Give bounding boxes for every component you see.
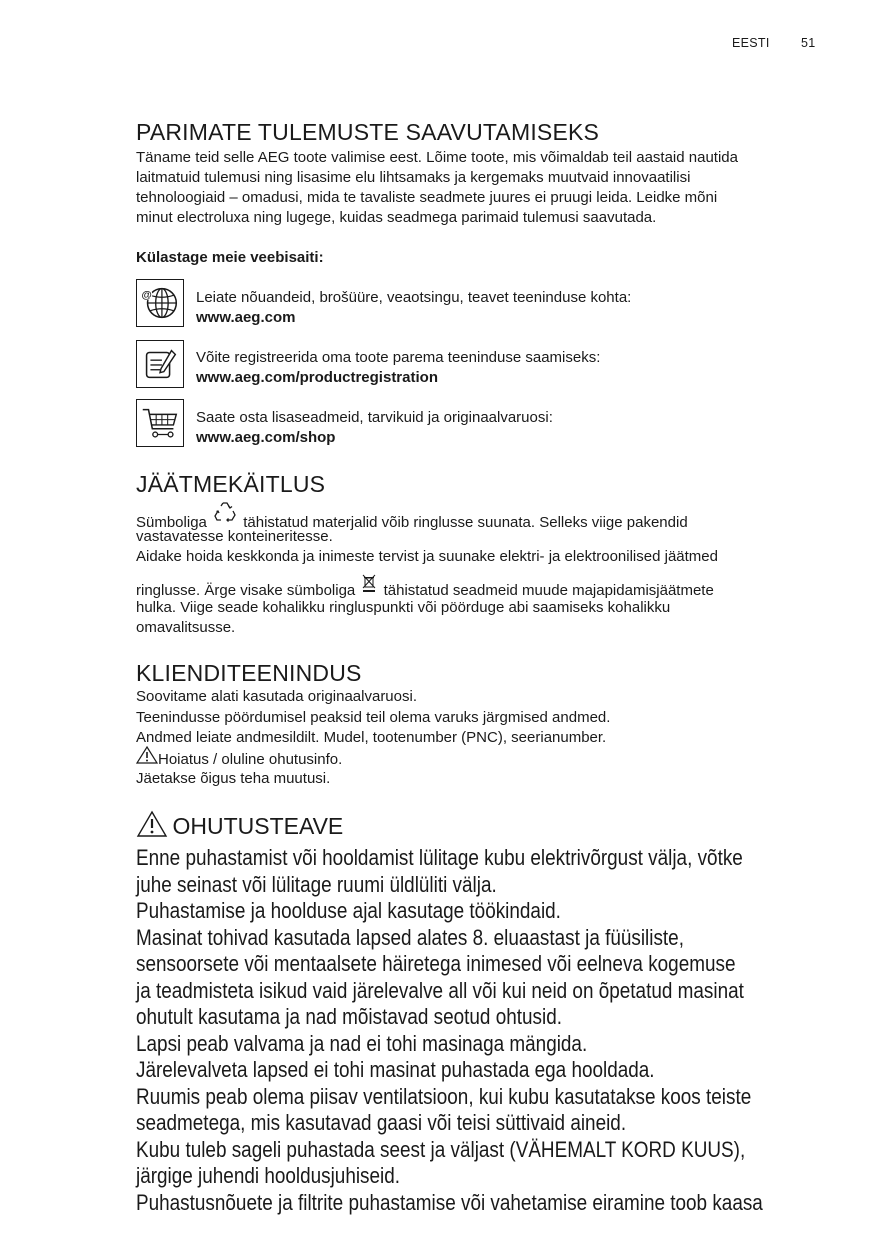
waste-line-2: vastavatesse konteineritesse. <box>136 528 333 545</box>
shopping-cart-icon <box>136 399 184 447</box>
service-line-3: Andmed leiate andmesildilt. Mudel, tootenumber (PNC), seerianumber. <box>136 729 607 746</box>
waste-line-4-b: tähistatud seadmeid muude majapidamisjäätmete <box>383 581 714 599</box>
safety-line: juhe seinast või lülitage ruumi üldlüliti välja. <box>136 871 497 897</box>
safety-line: Kubu tuleb sageli puhastada seest ja väljast (VÄHEMALT KORD KUUS), <box>136 1136 746 1162</box>
page-number: 51 <box>801 36 816 50</box>
safety-line: järgige juhendi hooldusjuhiseid. <box>136 1163 401 1188</box>
waste-line-1-a: Sümboliga <box>136 513 207 531</box>
safety-heading <box>136 813 343 846</box>
safety-line: ohutult kasutama ja nad mõistavad seotud ohtusid. <box>136 1004 562 1029</box>
safety-line: Ruumis peab olema piisav ventilatsioon, kui kubu kasutatakse koos teiste <box>136 1083 752 1109</box>
intro-line-3: tehnoloogiaid – omadusi, mida te tavaliste seadmete juures ei pruugi leida. Leidke mõni <box>136 189 718 206</box>
link-row-shop <box>196 408 553 448</box>
intro-line-2: laitmatuid tulemusi ning lisasime elu lihtsamaks ja kergemaks muutvaid innovaatilisi <box>136 169 691 186</box>
safety-text <box>136 845 763 1216</box>
visit-label: Külastage meie veebisaiti: <box>136 249 324 266</box>
waste-line-1-b: tähistatud materjalid võib ringlusse suunata. Selleks viige pakendid <box>243 513 688 531</box>
service-line-5: Jäetakse õigus teha muutusi. <box>136 770 331 787</box>
service-line-1: Soovitame alati kasutada originaalvaruosi. <box>136 688 417 705</box>
safety-line: Puhastusnõuete ja filtrite puhastamise või vahetamise eiramine toob kaasa <box>136 1189 763 1215</box>
link-description: Võite registreerida oma toote parema teeninduse saamiseks: <box>196 349 601 366</box>
section-title-best-results: PARIMATE TULEMUSTE SAAVUTAMISEKS <box>136 119 600 145</box>
link-product-registration[interactable]: www.aeg.com/productregistration <box>196 369 438 386</box>
safety-line: sensoorsete või mentaalsete häiretega inimesed või eelneva kogemuse <box>136 951 736 976</box>
safety-line: Lapsi peab valvama ja nad ei tohi masinaga mängida. <box>136 1030 588 1056</box>
warning-icon <box>136 810 168 843</box>
service-line-4-text: Hoiatus / oluline ohutusinfo. <box>158 750 343 768</box>
link-aeg-shop[interactable]: www.aeg.com/shop <box>196 429 336 446</box>
waste-line-5: hulka. Viige seade kohalikku ringluspunkti või pöörduge abi saamiseks kohalikku <box>136 599 671 616</box>
safety-line: seadmetega, mis kasutavad gaasi või teisi süttivaid aineid. <box>136 1110 627 1135</box>
safety-line: Masinat tohivad kasutada lapsed alates 8. eluaastast ja füüsiliste, <box>136 924 684 950</box>
waste-line-6: omavalitsusse. <box>136 619 236 636</box>
section-title-safety: OHUTUSTEAVE <box>172 813 344 839</box>
link-description: Saate osta lisaseadmeid, tarvikuid ja originaalvaruosi: <box>196 409 553 426</box>
section-title-service: KLIENDITEENINDUS <box>136 660 362 686</box>
waste-line-4-a: ringlusse. Ärge visake sümboliga <box>136 581 356 599</box>
intro-line-1: Täname teid selle AEG toote valimise eest. Lõime toote, mis võimaldab teil aastaid nautida <box>136 149 738 166</box>
intro-line-4: minut electroluxa ning lugege, kuidas seadmega parimaid tulemusi saavutada. <box>136 209 657 226</box>
service-line-2: Teenindusse pöördumisel peaksid teil olema varuks järgmised andmed. <box>136 709 611 726</box>
warning-icon <box>136 746 158 770</box>
svg-text:@: @ <box>141 289 152 302</box>
safety-line: Järelevalveta lapsed ei tohi masinat puhastada ega hooldada. <box>136 1057 655 1082</box>
recycle-icon <box>213 500 237 530</box>
crossed-bin-icon <box>361 573 377 599</box>
link-description: Leiate nõuandeid, brošüüre, veaotsingu, teavet teeninduse kohta: <box>196 289 632 306</box>
waste-line-3: Aidake hoida keskkonda ja inimeste tervist ja suunake elektri- ja elektroonilised jäätmed <box>136 548 718 565</box>
link-aeg-com[interactable]: www.aeg.com <box>196 309 296 326</box>
registration-notepad-icon <box>136 340 184 388</box>
header-language: EESTI <box>732 36 770 50</box>
safety-line: Puhastamise ja hoolduse ajal kasutage töökindaid. <box>136 898 561 923</box>
safety-line: Enne puhastamist või hooldamist lülitage kubu elektrivõrgust välja, võtke <box>136 845 743 870</box>
link-row-website <box>196 288 631 328</box>
safety-line: ja teadmisteta isikud vaid järelevalve all või kui neid on õpetatud masinat <box>136 977 744 1003</box>
globe-at-icon <box>136 279 184 327</box>
section-title-waste: JÄÄTMEKÄITLUS <box>136 471 326 497</box>
link-row-registration <box>196 348 600 388</box>
